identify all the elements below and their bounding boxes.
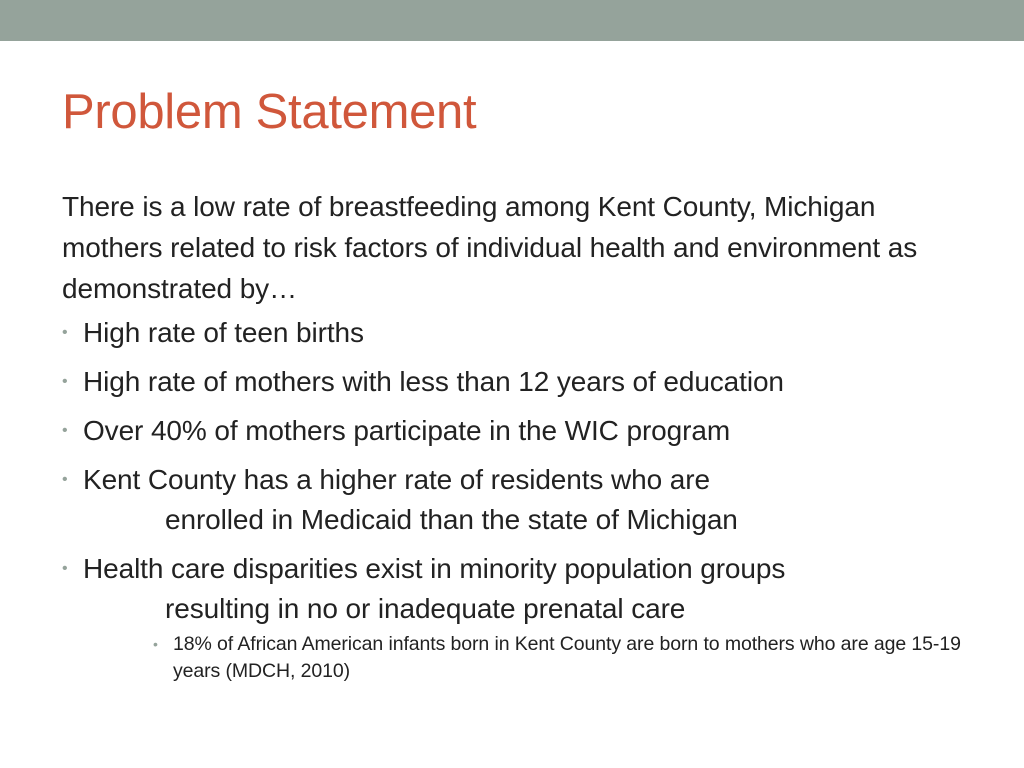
bullet-continuation: enrolled in Medicaid than the state of Michigan xyxy=(165,504,738,535)
bullet-item-education xyxy=(62,362,962,402)
bullet-dot-icon: • xyxy=(62,324,68,341)
intro-paragraph: There is a low rate of breastfeeding among Kent County, Michigan mothers related to risk factors of individual health and environment as demonstrated by… xyxy=(62,191,918,304)
bullet-item-disparities xyxy=(62,549,962,685)
sub-bullet-text: 18% of African American infants born in Kent County are born to mothers who are age 15-19 years (MDCH, 2010) xyxy=(173,633,961,682)
sub-bullet-item-statistic xyxy=(153,631,973,685)
sub-bullet-list xyxy=(83,631,962,685)
bullet-text: High rate of mothers with less than 12 years of education xyxy=(83,366,784,397)
bullet-text: Kent County has a higher rate of residents who are xyxy=(83,464,710,495)
bullet-item-medicaid xyxy=(62,460,962,540)
bullet-dot-icon: • xyxy=(62,422,68,439)
bullet-dot-icon: • xyxy=(62,471,68,488)
top-accent-bar xyxy=(0,0,1024,41)
slide-body xyxy=(62,186,962,694)
slide-title: Problem Statement xyxy=(62,85,477,139)
bullet-continuation: resulting in no or inadequate prenatal care xyxy=(165,593,686,624)
bullet-dot-icon: • xyxy=(62,560,68,577)
bullet-item-teen-births xyxy=(62,313,962,353)
bullet-text: Over 40% of mothers participate in the WIC program xyxy=(83,415,731,446)
bullet-list xyxy=(62,313,962,685)
bullet-dot-icon: • xyxy=(62,373,68,390)
sub-bullet-dot-icon: • xyxy=(153,636,158,652)
bullet-text: Health care disparities exist in minority population groups xyxy=(83,553,786,584)
bullet-text: High rate of teen births xyxy=(83,317,364,348)
bullet-item-wic xyxy=(62,411,962,451)
